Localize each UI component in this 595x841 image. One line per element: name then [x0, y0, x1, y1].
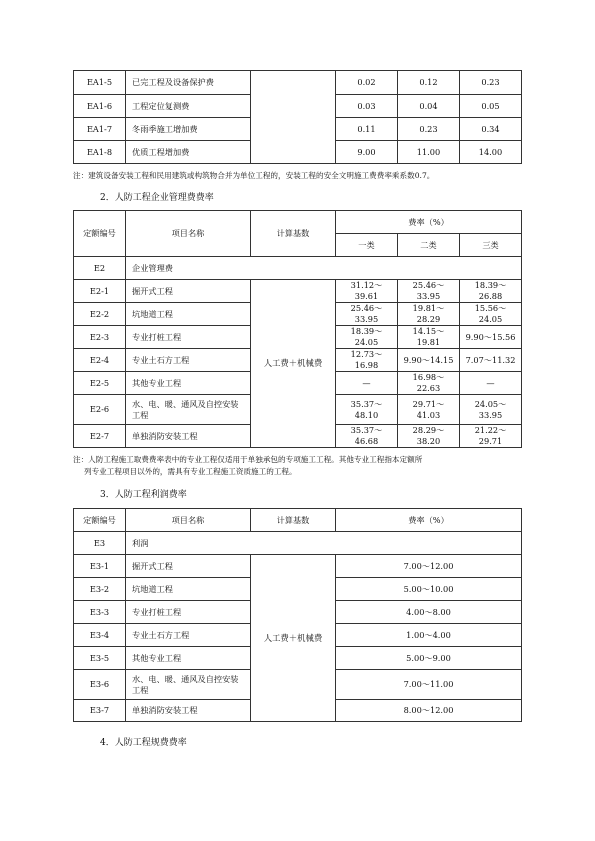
row-code: E3-3 [74, 601, 126, 624]
note-line: 注：人防工程施工取费费率表中的专业工程仅适用于单独承包的专项施工工程。其他专业工程指本定额所 [73, 455, 423, 464]
rate-value: 0.23 [398, 118, 460, 141]
row-name: 其他专业工程 [126, 647, 251, 670]
rate-value: 4.00～8.00 [336, 601, 522, 624]
base-cell-empty [251, 71, 336, 164]
row-name: 其他专业工程 [126, 372, 251, 395]
rate-value: 14.00 [460, 141, 522, 164]
header-code: 定额编号 [74, 509, 126, 532]
group-code: E2 [74, 257, 126, 280]
row-name: 冬雨季施工增加费 [126, 118, 251, 141]
group-row [74, 257, 522, 280]
section3-heading: 3．人防工程利润费率 [100, 490, 187, 500]
row-name: 专业土石方工程 [126, 349, 251, 372]
row-name: 掘开式工程 [126, 280, 251, 303]
rate-value: — [336, 372, 398, 395]
row-code: EA1-5 [74, 71, 126, 95]
row-code: E2-3 [74, 326, 126, 349]
rate-value: 0.12 [398, 71, 460, 95]
rate-value: 28.29～38.20 [398, 425, 460, 448]
rate-value: 0.04 [398, 95, 460, 118]
rate-value: 35.37～48.10 [336, 395, 398, 425]
group-name: 利润 [126, 532, 522, 555]
section2-note [73, 454, 523, 478]
row-code: E2-6 [74, 395, 126, 425]
group-name: 企业管理费 [126, 257, 522, 280]
rate-value: 31.12～39.61 [336, 280, 398, 303]
section2-heading: 2．人防工程企业管理费费率 [100, 193, 214, 203]
table-safety-fees [73, 70, 522, 164]
calc-base: 人工费＋机械费 [251, 280, 336, 448]
row-code: E2-4 [74, 349, 126, 372]
table-profit-rates [73, 508, 522, 722]
rate-value: 1.00～4.00 [336, 624, 522, 647]
row-name: 水、电、暖、通风及自控安装工程 [126, 670, 251, 700]
header-name: 项目名称 [126, 211, 251, 257]
rate-value: 7.00～11.00 [336, 670, 522, 700]
rate-value: 19.81～28.29 [398, 303, 460, 326]
header-base: 计算基数 [251, 509, 336, 532]
group-code: E3 [74, 532, 126, 555]
rate-value: 18.39～24.05 [336, 326, 398, 349]
row-code: EA1-7 [74, 118, 126, 141]
rate-value: 5.00～9.00 [336, 647, 522, 670]
rate-value: 12.73～16.98 [336, 349, 398, 372]
header-rate: 费率（%） [336, 211, 522, 234]
table-row [74, 71, 522, 95]
row-code: E2-5 [74, 372, 126, 395]
header-row [74, 211, 522, 234]
row-name: 单独消防安装工程 [126, 700, 251, 722]
rate-value: 16.98～22.63 [398, 372, 460, 395]
row-name: 坑地道工程 [126, 578, 251, 601]
row-code: E3-4 [74, 624, 126, 647]
rate-value: 9.90～15.56 [460, 326, 522, 349]
rate-value: 29.71～41.03 [398, 395, 460, 425]
header-row [74, 509, 522, 532]
header-class-2: 二类 [398, 234, 460, 257]
row-code: E3-7 [74, 700, 126, 722]
header-base: 计算基数 [251, 211, 336, 257]
rate-value: 0.11 [336, 118, 398, 141]
row-name: 单独消防安装工程 [126, 425, 251, 448]
rate-value: 8.00～12.00 [336, 700, 522, 722]
calc-base: 人工费＋机械费 [251, 555, 336, 722]
rate-value: 35.37～46.68 [336, 425, 398, 448]
row-name: 水、电、暖、通风及自控安装工程 [126, 395, 251, 425]
header-name: 项目名称 [126, 509, 251, 532]
rate-value: 7.07～11.32 [460, 349, 522, 372]
header-code: 定额编号 [74, 211, 126, 257]
rate-value: 25.46～33.95 [336, 303, 398, 326]
row-code: E2-7 [74, 425, 126, 448]
rate-value: 18.39～26.88 [460, 280, 522, 303]
rate-value: 0.34 [460, 118, 522, 141]
rate-value: 0.02 [336, 71, 398, 95]
row-code: E3-1 [74, 555, 126, 578]
note-line: 列专业工程项目以外的，需具有专业工程施工资质施工的工程。 [84, 467, 297, 476]
row-code: E2-1 [74, 280, 126, 303]
row-name: 专业打桩工程 [126, 326, 251, 349]
rate-value: 0.03 [336, 95, 398, 118]
row-name: 已完工程及设备保护费 [126, 71, 251, 95]
rate-value: 15.56～24.05 [460, 303, 522, 326]
header-class-3: 三类 [460, 234, 522, 257]
rate-value: 14.15～19.81 [398, 326, 460, 349]
table-management-fees [73, 210, 522, 448]
row-code: E3-2 [74, 578, 126, 601]
table-row [74, 555, 522, 578]
rate-value: 5.00～10.00 [336, 578, 522, 601]
rate-value: 0.05 [460, 95, 522, 118]
header-class-1: 一类 [336, 234, 398, 257]
row-name: 工程定位复测费 [126, 95, 251, 118]
rate-value: 7.00～12.00 [336, 555, 522, 578]
rate-value: 0.23 [460, 71, 522, 95]
row-name: 坑地道工程 [126, 303, 251, 326]
row-code: EA1-6 [74, 95, 126, 118]
header-rate: 费率（%） [336, 509, 522, 532]
row-name: 掘开式工程 [126, 555, 251, 578]
rate-value: 21.22～29.71 [460, 425, 522, 448]
row-name: 专业土石方工程 [126, 624, 251, 647]
rate-value: 24.05～33.95 [460, 395, 522, 425]
row-code: E3-6 [74, 670, 126, 700]
rate-value: 25.46～33.95 [398, 280, 460, 303]
row-code: E2-2 [74, 303, 126, 326]
group-row [74, 532, 522, 555]
rate-value: 11.00 [398, 141, 460, 164]
row-code: EA1-8 [74, 141, 126, 164]
rate-value: 9.90～14.15 [398, 349, 460, 372]
row-code: E3-5 [74, 647, 126, 670]
rate-value: — [460, 372, 522, 395]
row-name: 专业打桩工程 [126, 601, 251, 624]
rate-value: 9.00 [336, 141, 398, 164]
section4-heading: 4．人防工程规费费率 [100, 738, 187, 748]
table1-note: 注：建筑设备安装工程和民用建筑或构筑物合并为单位工程的，安装工程的安全文明施工费费率乘系数0.7。 [73, 171, 435, 180]
table-row [74, 280, 522, 303]
row-name: 优质工程增加费 [126, 141, 251, 164]
